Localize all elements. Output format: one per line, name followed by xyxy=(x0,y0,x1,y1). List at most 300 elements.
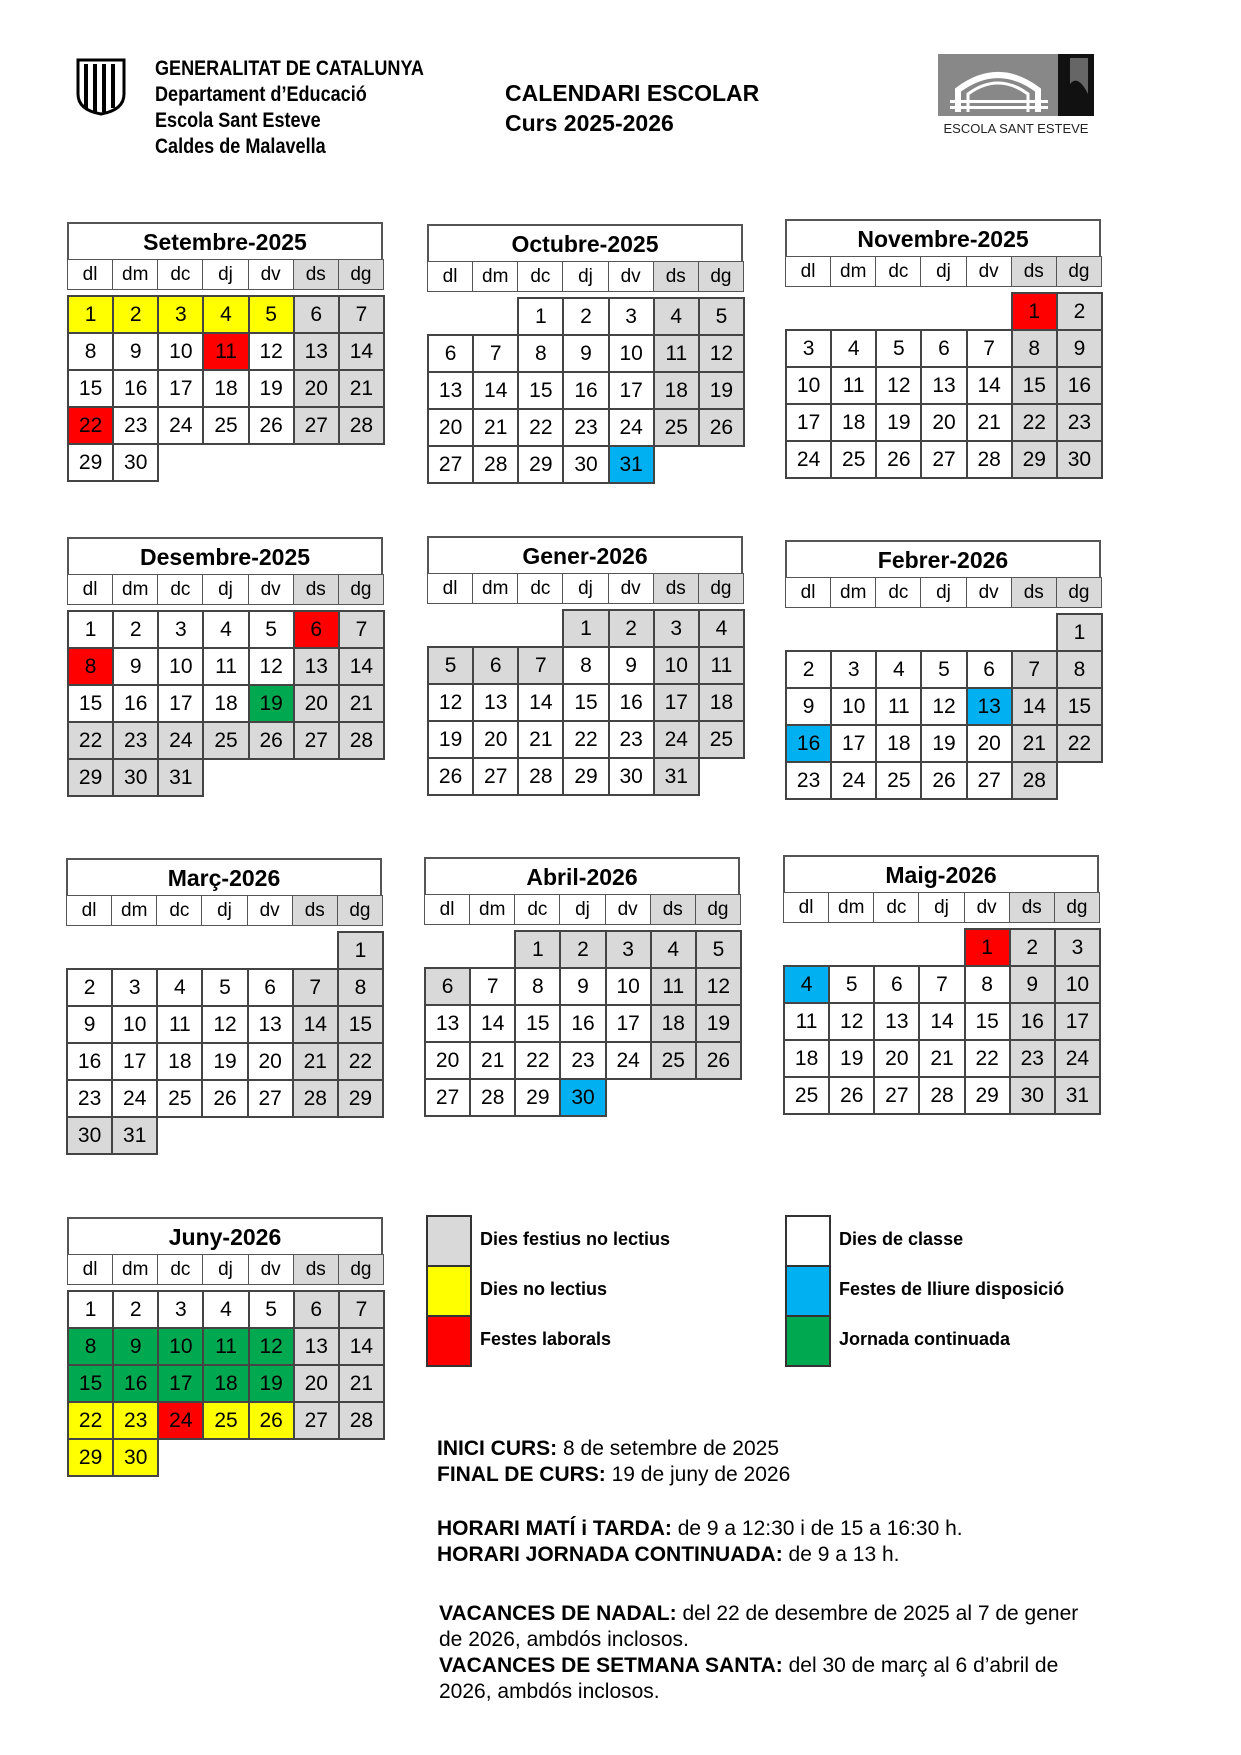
legend-swatch xyxy=(426,1215,472,1267)
day-cell: 23 xyxy=(66,1079,113,1118)
day-cell: 21 xyxy=(338,369,385,408)
day-cell: 20 xyxy=(293,684,340,723)
day-cell: 10 xyxy=(605,967,652,1006)
empty-day xyxy=(830,613,877,652)
legend-label: Festes laborals xyxy=(480,1329,612,1349)
day-cell: 15 xyxy=(517,371,564,410)
day-cell: 19 xyxy=(201,1042,248,1081)
day-cell: 13 xyxy=(920,366,967,405)
day-cell: 11 xyxy=(202,1327,249,1366)
day-cell: 9 xyxy=(559,967,606,1006)
weekday-header: dl xyxy=(427,573,473,604)
day-cell: 17 xyxy=(111,1042,158,1081)
day-cell: 24 xyxy=(830,761,877,800)
day-cell: 23 xyxy=(112,721,159,760)
day-cell: 26 xyxy=(201,1079,248,1118)
day-cell: 22 xyxy=(337,1042,384,1081)
day-cell: 28 xyxy=(966,440,1013,479)
day-cell: 23 xyxy=(608,720,655,759)
day-cell: 19 xyxy=(875,403,922,442)
day-cell: 1 xyxy=(1056,613,1103,652)
day-cell: 23 xyxy=(562,408,609,447)
day-cell: 22 xyxy=(514,1041,561,1080)
weekday-header: dj xyxy=(202,1254,248,1285)
day-cell: 5 xyxy=(201,968,248,1007)
day-cell: 15 xyxy=(1011,366,1058,405)
empty-day xyxy=(920,613,967,652)
empty-day xyxy=(427,297,474,336)
weekday-header: ds xyxy=(1011,256,1057,287)
day-cell: 20 xyxy=(873,1039,920,1078)
day-cell: 21 xyxy=(469,1041,516,1080)
legend-swatch xyxy=(426,1265,472,1317)
month-2 xyxy=(427,224,743,482)
day-cell: 12 xyxy=(201,1005,248,1044)
weekday-header: dc xyxy=(875,256,921,287)
day-cell: 22 xyxy=(1011,403,1058,442)
day-cell: 23 xyxy=(559,1041,606,1080)
day-cell: 27 xyxy=(920,440,967,479)
day-cell: 30 xyxy=(608,757,655,796)
day-cell: 28 xyxy=(1011,761,1058,800)
day-cell: 26 xyxy=(248,1401,295,1440)
day-cell: 13 xyxy=(293,332,340,371)
weekday-header: dj xyxy=(918,892,964,923)
day-cell: 3 xyxy=(157,1290,204,1329)
day-cell: 9 xyxy=(112,332,159,371)
legend-label: Festes de lliure disposició xyxy=(839,1279,1065,1299)
day-cell: 21 xyxy=(292,1042,339,1081)
day-cell: 2 xyxy=(112,610,159,649)
day-cell: 19 xyxy=(698,371,745,410)
weekday-header: dg xyxy=(338,574,384,605)
weekday-header: dv xyxy=(247,895,293,926)
day-cell: 16 xyxy=(112,369,159,408)
day-cell: 2 xyxy=(112,295,159,334)
day-cell: 20 xyxy=(247,1042,294,1081)
org-line-4: Caldes de Malavella xyxy=(155,135,326,158)
weekday-header: ds xyxy=(293,259,339,290)
day-cell: 4 xyxy=(202,610,249,649)
day-cell: 10 xyxy=(785,366,832,405)
day-cell: 12 xyxy=(920,687,967,726)
legend-swatch xyxy=(785,1315,831,1367)
empty-day xyxy=(156,931,203,970)
day-cell: 13 xyxy=(427,371,474,410)
day-cell: 28 xyxy=(918,1076,965,1115)
weekday-header: dm xyxy=(469,894,515,925)
month-title: Febrer-2026 xyxy=(785,540,1101,577)
day-cell: 10 xyxy=(653,646,700,685)
day-cell: 6 xyxy=(472,646,519,685)
day-cell: 7 xyxy=(918,965,965,1004)
weekday-header: dj xyxy=(201,895,247,926)
day-cell: 20 xyxy=(293,369,340,408)
empty-day xyxy=(920,292,967,331)
empty-day xyxy=(873,928,920,967)
weekday-header: dg xyxy=(338,259,384,290)
day-cell: 19 xyxy=(828,1039,875,1078)
day-cell: 24 xyxy=(605,1041,652,1080)
day-cell: 5 xyxy=(695,930,742,969)
day-cell: 11 xyxy=(830,366,877,405)
day-cell: 17 xyxy=(830,724,877,763)
day-cell: 19 xyxy=(248,369,295,408)
month-title: Setembre-2025 xyxy=(67,222,383,259)
day-cell: 30 xyxy=(1009,1076,1056,1115)
day-cell: 2 xyxy=(562,297,609,336)
day-cell: 28 xyxy=(472,445,519,484)
day-cell: 20 xyxy=(920,403,967,442)
day-cell: 14 xyxy=(469,1004,516,1043)
day-cell: 18 xyxy=(202,1364,249,1403)
day-cell: 1 xyxy=(964,928,1011,967)
day-cell: 30 xyxy=(559,1078,606,1117)
day-cell: 21 xyxy=(918,1039,965,1078)
day-cell: 17 xyxy=(1054,1002,1101,1041)
day-cell: 18 xyxy=(783,1039,830,1078)
weekday-header: dc xyxy=(875,577,921,608)
day-cell: 13 xyxy=(472,683,519,722)
day-cell: 2 xyxy=(112,1290,159,1329)
day-cell: 13 xyxy=(293,1327,340,1366)
day-cell: 31 xyxy=(653,757,700,796)
day-cell: 15 xyxy=(1056,687,1103,726)
day-cell: 29 xyxy=(514,1078,561,1117)
weekday-header: dl xyxy=(66,895,112,926)
day-cell: 18 xyxy=(650,1004,697,1043)
empty-day xyxy=(427,609,474,648)
day-cell: 14 xyxy=(338,332,385,371)
day-cell: 3 xyxy=(1054,928,1101,967)
month-1 xyxy=(67,222,383,480)
month-6 xyxy=(785,540,1101,798)
day-cell: 3 xyxy=(111,968,158,1007)
day-cell: 7 xyxy=(338,295,385,334)
day-cell: 7 xyxy=(338,1290,385,1329)
day-cell: 4 xyxy=(875,650,922,689)
weekday-header: dj xyxy=(920,577,966,608)
logo-text: ESCOLA SANT ESTEVE xyxy=(943,121,1089,136)
day-cell: 6 xyxy=(293,295,340,334)
day-cell: 24 xyxy=(157,1401,204,1440)
day-cell: 18 xyxy=(156,1042,203,1081)
day-cell: 12 xyxy=(828,1002,875,1041)
day-cell: 1 xyxy=(1011,292,1058,331)
empty-day xyxy=(292,931,339,970)
weekday-header: dm xyxy=(111,895,157,926)
day-cell: 6 xyxy=(293,1290,340,1329)
day-cell: 10 xyxy=(157,332,204,371)
day-cell: 16 xyxy=(112,1364,159,1403)
weekday-header: dm xyxy=(830,577,876,608)
day-cell: 30 xyxy=(112,1438,159,1477)
day-cell: 16 xyxy=(562,371,609,410)
day-cell: 14 xyxy=(292,1005,339,1044)
weekday-header: dj xyxy=(562,573,608,604)
day-cell: 24 xyxy=(608,408,655,447)
empty-day xyxy=(830,292,877,331)
day-cell: 28 xyxy=(338,1401,385,1440)
day-cell: 15 xyxy=(337,1005,384,1044)
day-cell: 7 xyxy=(1011,650,1058,689)
day-cell: 30 xyxy=(112,443,159,482)
empty-day xyxy=(875,292,922,331)
weekday-header: dc xyxy=(514,894,560,925)
day-cell: 4 xyxy=(650,930,697,969)
day-cell: 7 xyxy=(469,967,516,1006)
title-line-1: CALENDARI ESCOLAR xyxy=(505,80,760,106)
day-cell: 1 xyxy=(562,609,609,648)
day-cell: 26 xyxy=(828,1076,875,1115)
day-cell: 11 xyxy=(202,332,249,371)
weekday-header: dc xyxy=(873,892,919,923)
month-title: Novembre-2025 xyxy=(785,219,1101,256)
day-cell: 10 xyxy=(830,687,877,726)
day-cell: 1 xyxy=(67,295,114,334)
empty-day xyxy=(472,297,519,336)
empty-day xyxy=(918,928,965,967)
day-cell: 1 xyxy=(514,930,561,969)
day-cell: 29 xyxy=(517,445,564,484)
weekday-header: ds xyxy=(293,574,339,605)
weekday-header: dg xyxy=(1056,256,1102,287)
day-cell: 28 xyxy=(517,757,564,796)
day-cell: 15 xyxy=(67,369,114,408)
empty-day xyxy=(1011,613,1058,652)
day-cell: 3 xyxy=(605,930,652,969)
empty-day xyxy=(517,609,564,648)
weekday-header: dl xyxy=(424,894,470,925)
weekday-header: dl xyxy=(427,261,473,292)
weekday-header: dj xyxy=(920,256,966,287)
empty-day xyxy=(111,931,158,970)
empty-day xyxy=(66,931,113,970)
day-cell: 5 xyxy=(920,650,967,689)
weekday-header: dg xyxy=(695,894,741,925)
day-cell: 14 xyxy=(918,1002,965,1041)
day-cell: 25 xyxy=(202,721,249,760)
day-cell: 25 xyxy=(202,406,249,445)
org-line-1: GENERALITAT DE CATALUNYA xyxy=(155,57,424,80)
day-cell: 5 xyxy=(248,610,295,649)
weekday-header: dg xyxy=(337,895,383,926)
weekday-header: dc xyxy=(517,573,563,604)
day-cell: 7 xyxy=(292,968,339,1007)
day-cell: 14 xyxy=(472,371,519,410)
day-cell: 11 xyxy=(783,1002,830,1041)
weekday-header: dl xyxy=(785,577,831,608)
weekday-header: dv xyxy=(966,256,1012,287)
day-cell: 17 xyxy=(785,403,832,442)
day-cell: 21 xyxy=(472,408,519,447)
weekday-header: dv xyxy=(248,259,294,290)
day-cell: 19 xyxy=(427,720,474,759)
month-9 xyxy=(783,855,1099,1113)
day-cell: 20 xyxy=(293,1364,340,1403)
day-cell: 20 xyxy=(427,408,474,447)
legend-label: Dies festius no lectius xyxy=(480,1229,671,1249)
day-cell: 25 xyxy=(783,1076,830,1115)
day-cell: 4 xyxy=(653,297,700,336)
legend-label: Jornada continuada xyxy=(839,1329,1011,1349)
school-logo xyxy=(938,54,1094,138)
day-cell: 27 xyxy=(293,721,340,760)
month-4 xyxy=(67,537,383,795)
empty-day xyxy=(966,613,1013,652)
day-cell: 22 xyxy=(67,406,114,445)
horari-jornada-continuada: HORARI JORNADA CONTINUADA: de 9 a 13 h. xyxy=(437,1543,900,1566)
day-cell: 28 xyxy=(292,1079,339,1118)
weekday-header: dg xyxy=(1056,577,1102,608)
weekday-header: dj xyxy=(559,894,605,925)
weekday-header: dl xyxy=(785,256,831,287)
day-cell: 9 xyxy=(66,1005,113,1044)
day-cell: 22 xyxy=(67,1401,114,1440)
empty-day xyxy=(783,928,830,967)
day-cell: 5 xyxy=(427,646,474,685)
day-cell: 30 xyxy=(1056,440,1103,479)
day-cell: 21 xyxy=(966,403,1013,442)
day-cell: 30 xyxy=(562,445,609,484)
day-cell: 2 xyxy=(559,930,606,969)
day-cell: 17 xyxy=(653,683,700,722)
day-cell: 22 xyxy=(1056,724,1103,763)
weekday-header: dv xyxy=(966,577,1012,608)
day-cell: 4 xyxy=(202,1290,249,1329)
day-cell: 18 xyxy=(875,724,922,763)
month-title: Juny-2026 xyxy=(67,1217,383,1254)
day-cell: 26 xyxy=(875,440,922,479)
day-cell: 5 xyxy=(875,329,922,368)
day-cell: 6 xyxy=(427,334,474,373)
weekday-header: dv xyxy=(608,261,654,292)
weekday-header: ds xyxy=(293,1254,339,1285)
day-cell: 29 xyxy=(1011,440,1058,479)
horari-mati-tarda: HORARI MATÍ i TARDA: de 9 a 12:30 i de 15 a 16:30 h. xyxy=(437,1517,963,1540)
day-cell: 15 xyxy=(964,1002,1011,1041)
day-cell: 8 xyxy=(67,647,114,686)
day-cell: 22 xyxy=(517,408,564,447)
weekday-header: ds xyxy=(1009,892,1055,923)
month-title: Gener-2026 xyxy=(427,536,743,573)
day-cell: 3 xyxy=(830,650,877,689)
day-cell: 12 xyxy=(875,366,922,405)
day-cell: 24 xyxy=(157,721,204,760)
day-cell: 8 xyxy=(514,967,561,1006)
day-cell: 2 xyxy=(785,650,832,689)
day-cell: 14 xyxy=(1011,687,1058,726)
weekday-header: dc xyxy=(156,895,202,926)
weekday-header: dc xyxy=(157,259,203,290)
day-cell: 13 xyxy=(966,687,1013,726)
day-cell: 11 xyxy=(156,1005,203,1044)
day-cell: 2 xyxy=(1056,292,1103,331)
weekday-header: dv xyxy=(608,573,654,604)
weekday-header: dm xyxy=(112,1254,158,1285)
day-cell: 26 xyxy=(698,408,745,447)
empty-day xyxy=(785,613,832,652)
empty-day xyxy=(828,928,875,967)
empty-day xyxy=(472,609,519,648)
day-cell: 16 xyxy=(66,1042,113,1081)
title-line-2: Curs 2025-2026 xyxy=(505,110,674,136)
day-cell: 19 xyxy=(920,724,967,763)
day-cell: 13 xyxy=(293,647,340,686)
generalitat-emblem-icon xyxy=(74,56,128,116)
day-cell: 10 xyxy=(157,1327,204,1366)
day-cell: 11 xyxy=(698,646,745,685)
day-cell: 8 xyxy=(1011,329,1058,368)
day-cell: 14 xyxy=(338,647,385,686)
legend-swatch xyxy=(785,1215,831,1267)
day-cell: 8 xyxy=(67,332,114,371)
day-cell: 6 xyxy=(873,965,920,1004)
weekday-header: ds xyxy=(653,261,699,292)
day-cell: 30 xyxy=(112,758,159,797)
weekday-header: dc xyxy=(157,574,203,605)
inici-curs: INICI CURS: 8 de setembre de 2025 xyxy=(437,1437,779,1460)
day-cell: 11 xyxy=(650,967,697,1006)
empty-day xyxy=(469,930,516,969)
legend-swatch xyxy=(426,1315,472,1367)
day-cell: 19 xyxy=(248,1364,295,1403)
day-cell: 22 xyxy=(562,720,609,759)
weekday-header: ds xyxy=(653,573,699,604)
day-cell: 25 xyxy=(156,1079,203,1118)
day-cell: 3 xyxy=(157,610,204,649)
day-cell: 17 xyxy=(605,1004,652,1043)
weekday-header: dl xyxy=(67,574,113,605)
weekday-header: dg xyxy=(1054,892,1100,923)
day-cell: 16 xyxy=(608,683,655,722)
day-cell: 1 xyxy=(337,931,384,970)
day-cell: 9 xyxy=(112,1327,159,1366)
day-cell: 8 xyxy=(562,646,609,685)
day-cell: 26 xyxy=(920,761,967,800)
day-cell: 5 xyxy=(828,965,875,1004)
day-cell: 12 xyxy=(248,1327,295,1366)
day-cell: 27 xyxy=(247,1079,294,1118)
day-cell: 15 xyxy=(67,684,114,723)
weekday-header: dj xyxy=(562,261,608,292)
day-cell: 26 xyxy=(248,406,295,445)
day-cell: 20 xyxy=(966,724,1013,763)
day-cell: 7 xyxy=(517,646,564,685)
day-cell: 14 xyxy=(517,683,564,722)
day-cell: 23 xyxy=(112,1401,159,1440)
day-cell: 18 xyxy=(653,371,700,410)
vacances-nadal: VACANCES DE NADAL: del 22 de desembre de 2025 al 7 de gener de 2026, ambdós inclosos. xyxy=(439,1602,1079,1651)
day-cell: 21 xyxy=(1011,724,1058,763)
day-cell: 9 xyxy=(562,334,609,373)
weekday-header: dg xyxy=(338,1254,384,1285)
day-cell: 24 xyxy=(653,720,700,759)
day-cell: 10 xyxy=(1054,965,1101,1004)
day-cell: 13 xyxy=(424,1004,471,1043)
legend-swatch xyxy=(785,1265,831,1317)
weekday-header: dv xyxy=(248,574,294,605)
day-cell: 26 xyxy=(248,721,295,760)
month-7 xyxy=(66,858,382,1153)
day-cell: 27 xyxy=(873,1076,920,1115)
day-cell: 20 xyxy=(472,720,519,759)
day-cell: 9 xyxy=(785,687,832,726)
day-cell: 3 xyxy=(608,297,655,336)
day-cell: 2 xyxy=(66,968,113,1007)
day-cell: 5 xyxy=(698,297,745,336)
day-cell: 9 xyxy=(1009,965,1056,1004)
